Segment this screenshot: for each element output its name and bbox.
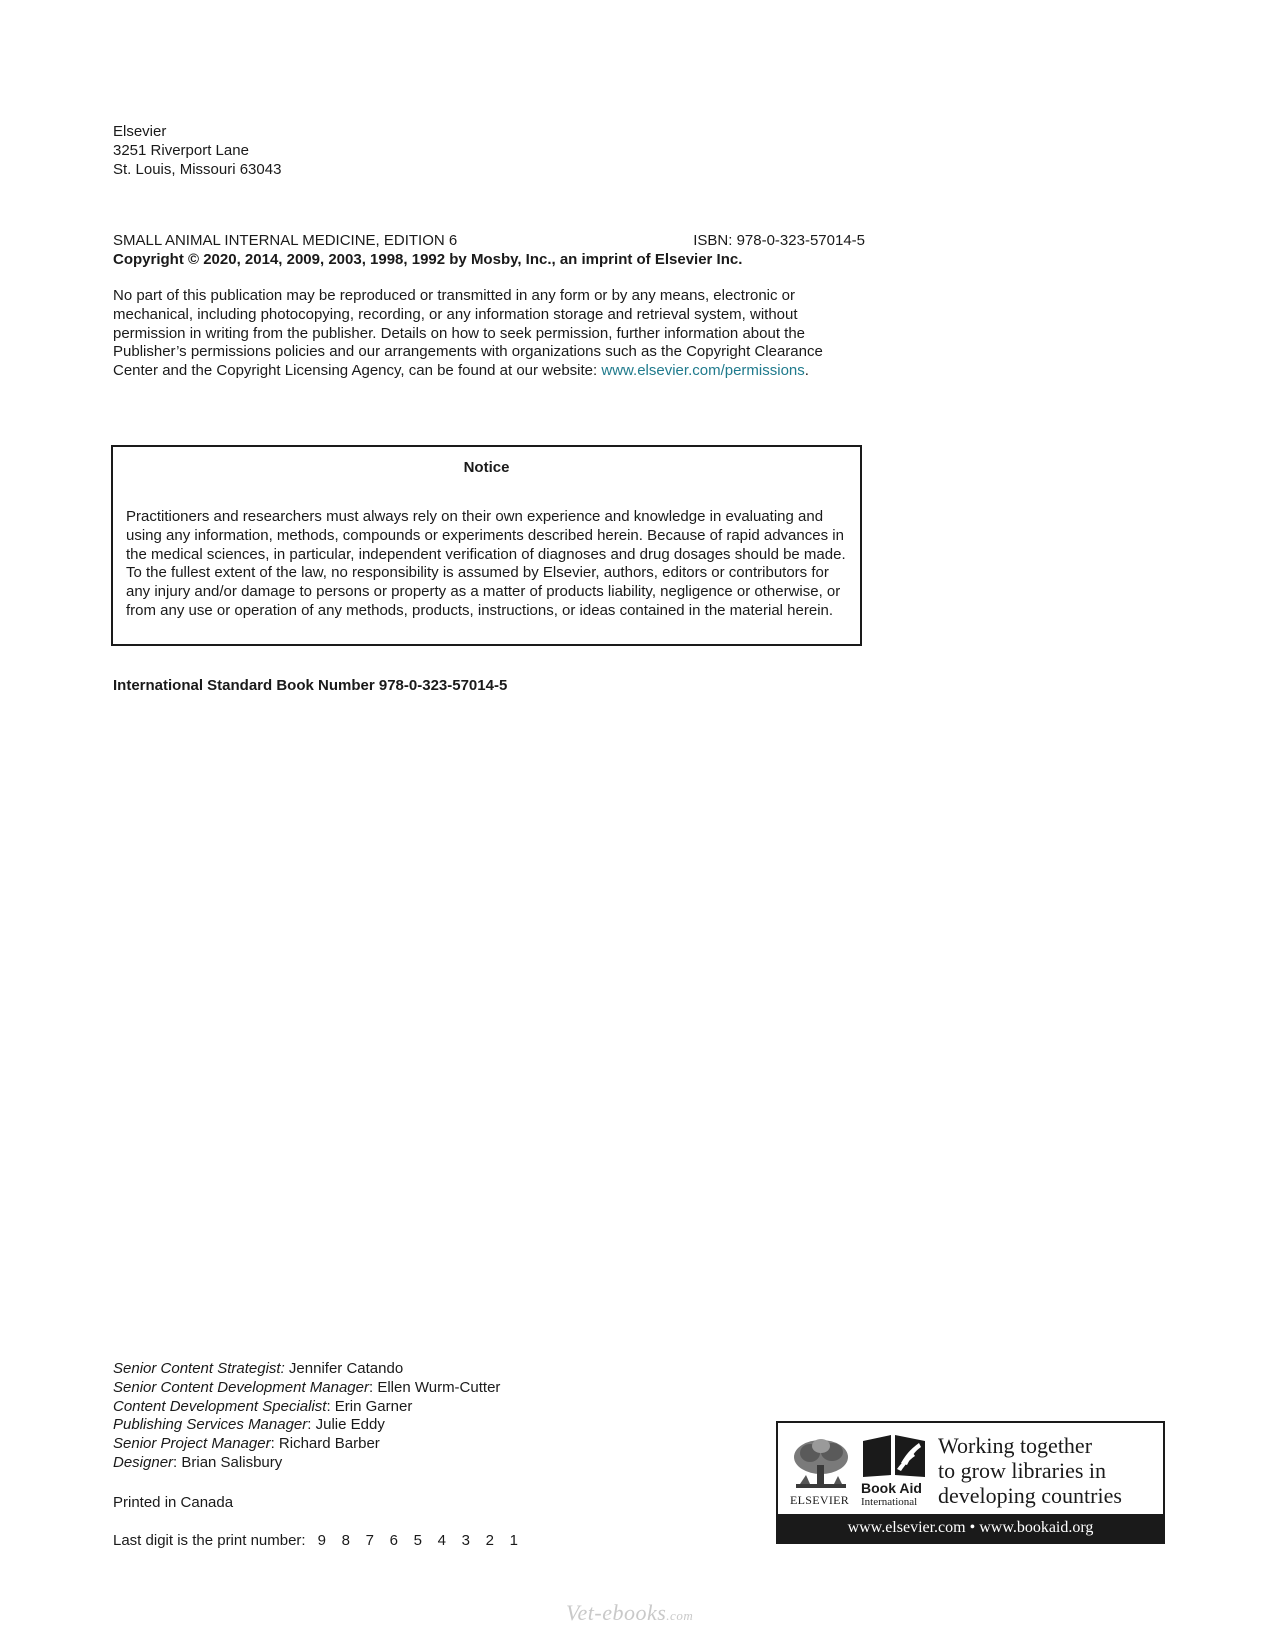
isbn-full: International Standard Book Number 978-0-323-57014-5: [113, 677, 508, 694]
permissions-link[interactable]: www.elsevier.com/permissions: [601, 362, 805, 380]
elsevier-label: ELSEVIER: [790, 1493, 850, 1507]
credit-line: [113, 1360, 500, 1379]
print-digit: 6: [389, 1532, 398, 1549]
credit-line: [113, 1454, 500, 1473]
title-row: [113, 231, 865, 250]
print-digit: 4: [437, 1532, 446, 1549]
watermark-main: Vet-ebooks: [566, 1600, 667, 1625]
credit-role: Senior Content Strategist:: [113, 1360, 285, 1377]
print-number-digits: [318, 1532, 534, 1549]
elsevier-tree-logo-icon: [790, 1437, 852, 1491]
credit-name: Jennifer Catando: [284, 1360, 404, 1377]
print-digit: 1: [509, 1532, 518, 1549]
print-digit: 8: [341, 1532, 350, 1549]
print-digit: 3: [461, 1532, 470, 1549]
copyright-line: Copyright © 2020, 2014, 2009, 2003, 1998, 1992 by Mosby, Inc., an imprint of Elsevier Inc.: [113, 251, 743, 268]
credit-role: Publishing Services Manager: [113, 1416, 308, 1434]
credit-line: [113, 1379, 500, 1398]
bookaid-footer-urls: www.elsevier.com • www.bookaid.org: [778, 1514, 1163, 1542]
address-line: 3251 Riverport Lane: [113, 142, 249, 159]
credit-line: [113, 1398, 500, 1417]
permissions-paragraph: [113, 287, 868, 381]
isbn-short: ISBN: 978-0-323-57014-5: [693, 232, 865, 249]
address-line: Elsevier: [113, 123, 167, 140]
slogan-line: to grow libraries in: [938, 1458, 1107, 1483]
credit-role: Senior Content Development Manager: [113, 1378, 369, 1396]
publisher-address: [113, 122, 281, 179]
printed-in: Printed in Canada: [113, 1494, 234, 1511]
notice-text: Practitioners and researchers must always rely on their own experience and knowledge in evaluating and using any information, methods, compounds or experiments described herein. Because of rapid advances in the medical sciences, in particular, independent verification of diagnoses and drug dosages should be made. To the fullest extent of the law, no responsibility is assumed by Elsevier, authors, editors or contributors for any injury and/or damage to persons or property as a matter of products liability, negligence or otherwise, or from any use or operation of any methods, products, instructions, or ideas contained in the material herein.: [126, 508, 846, 619]
notice-box: [111, 445, 862, 646]
credit-line: [113, 1435, 500, 1454]
permissions-text: No part of this publication may be reproduced or transmitted in any form or by any means, electronic or mechanical, including photocopying, recording, or any information storage and retrieval system, without permission in writing from the publisher. Details on how to seek permission, further information about the Publisher’s permissions policies and our arrangements with organizations such as the Copyright Clearance Center and the Copyright Licensing Agency, can be found at our website:: [113, 287, 823, 380]
slogan-line: Working together: [938, 1433, 1093, 1458]
watermark: [566, 1600, 693, 1626]
bookaid-slogan: [938, 1433, 1122, 1508]
address-line: St. Louis, Missouri 63043: [113, 161, 282, 178]
permissions-period: .: [804, 362, 809, 380]
watermark-suffix: .com: [666, 1608, 694, 1623]
slogan-line: developing countries: [938, 1483, 1122, 1508]
print-number-label: Last digit is the print number:: [113, 1532, 306, 1549]
credits-list: [113, 1360, 500, 1473]
credit-role: Designer: [113, 1453, 174, 1471]
print-digit: 5: [413, 1532, 422, 1549]
credit-name: : Richard Barber: [270, 1435, 380, 1453]
credit-name: : Julie Eddy: [307, 1416, 385, 1434]
print-digit: 2: [485, 1532, 494, 1549]
bookaid-label: Book Aid: [861, 1480, 922, 1496]
credit-role: Senior Project Manager: [113, 1435, 271, 1453]
print-digit: 7: [365, 1532, 374, 1549]
credit-line: [113, 1416, 500, 1435]
credit-name: : Erin Garner: [326, 1397, 413, 1415]
credit-name: : Brian Salisbury: [173, 1453, 283, 1471]
credit-name: : Ellen Wurm-Cutter: [368, 1378, 501, 1396]
credit-role: Content Development Specialist: [113, 1397, 327, 1415]
print-number-line: [113, 1532, 534, 1549]
notice-title: Notice: [463, 459, 510, 476]
book-aid-logo-icon: [861, 1433, 927, 1479]
bookaid-banner: [776, 1421, 1165, 1544]
book-title: SMALL ANIMAL INTERNAL MEDICINE, EDITION 6: [113, 232, 458, 249]
bookaid-international-label: International: [861, 1496, 918, 1508]
print-digit: 9: [317, 1532, 326, 1549]
